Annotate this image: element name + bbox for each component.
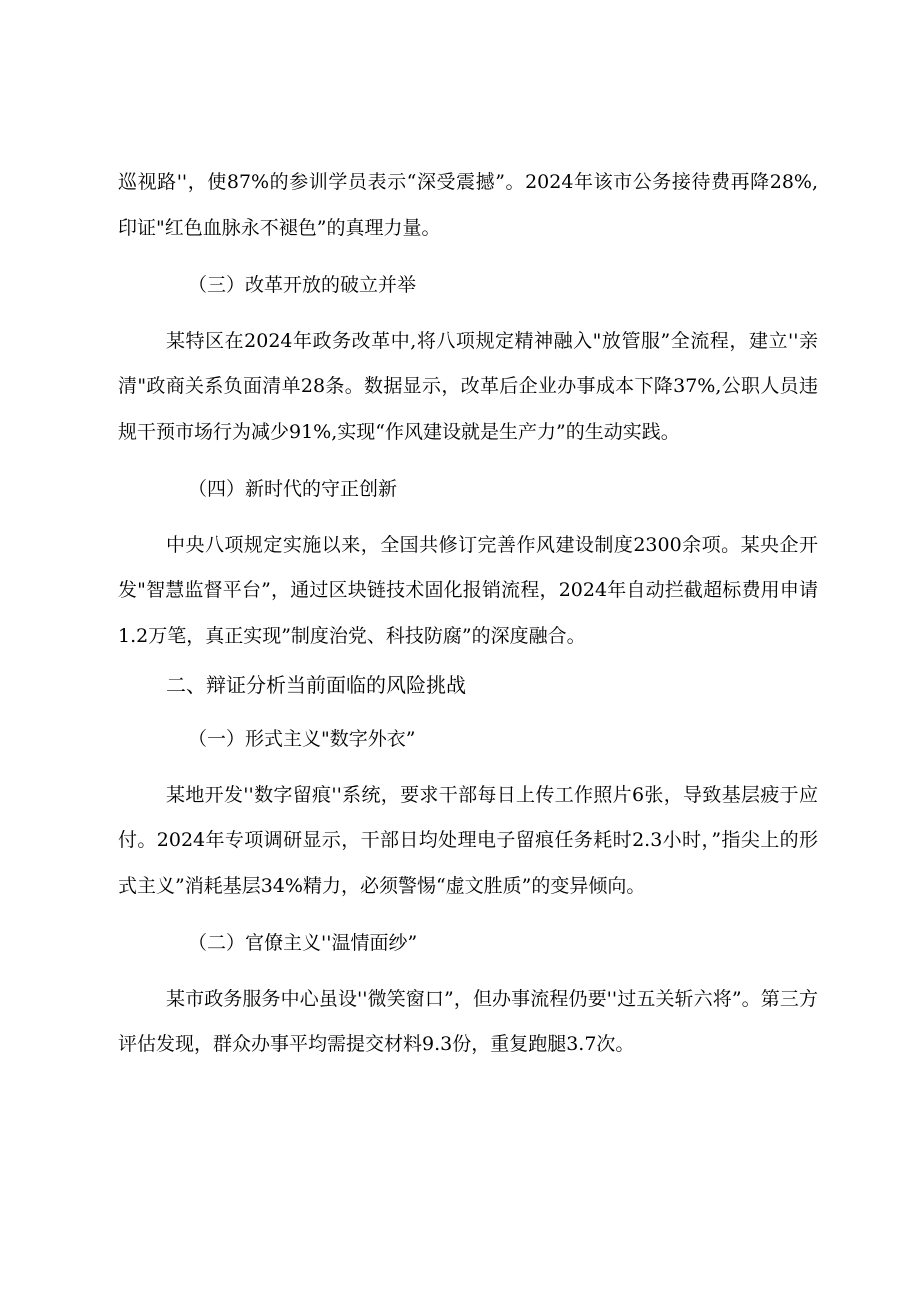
paragraph-inspection-route: 巡视路''，使87%的参训学员表示“深受震撼”。2024年该市公务接待费再降28%,印证"红色血脉永不褪色”的真理力量。 (118, 171, 818, 239)
subheading-new-era-innovation: （四）新时代的守正创新 (188, 478, 398, 500)
subheading-bureaucratism-veil: （二）官僚主义''温情面纱” (188, 932, 418, 954)
subheading-reform-opening: （三）改革开放的破立并举 (188, 274, 417, 296)
paragraph-digital-trace-system: 某地开发''数字留痕''系统，要求干部每日上传工作照片6张，导致基层疲于应付。2024年专项调研显示，干部日均处理电子留痕任务耗时2.3小时，”指尖上的形式主义”消耗基层34%精力，必须警惕“虚文胜质”的变异倾向。 (118, 783, 818, 897)
paragraph-service-center: 某市政务服务中心虽设''微笑窗口”，但办事流程仍要''过五关斩六将”。第三方评估发现，群众办事平均需提交材料9.3份，重复跑腿3.7次。 (118, 987, 818, 1055)
section-heading-risk-challenges: 二、辩证分析当前面临的风险挑战 (166, 673, 466, 697)
paragraph-special-zone-reform: 某特区在2024年政务改革中,将八项规定精神融入"放管服”全流程，建立''亲清"政商关系负面清单28条。数据显示，改革后企业办事成本下降37%,公职人员违规干预市场行为减少91%,实现“作风建设就是生产力”的生动实践。 (118, 329, 818, 443)
paragraph-central-regulations: 中央八项规定实施以来，全国共修订完善作风建设制度2300余项。某央企开发"智慧监督平台”，通过区块链技术固化报销流程，2024年自动拦截超标费用申请1.2万笔，真正实现”制度治党、科技防腐”的深度融合。 (118, 533, 818, 647)
subheading-formalism-digital: （一）形式主义"数字外衣” (188, 728, 416, 750)
document-body (118, 160, 818, 1068)
